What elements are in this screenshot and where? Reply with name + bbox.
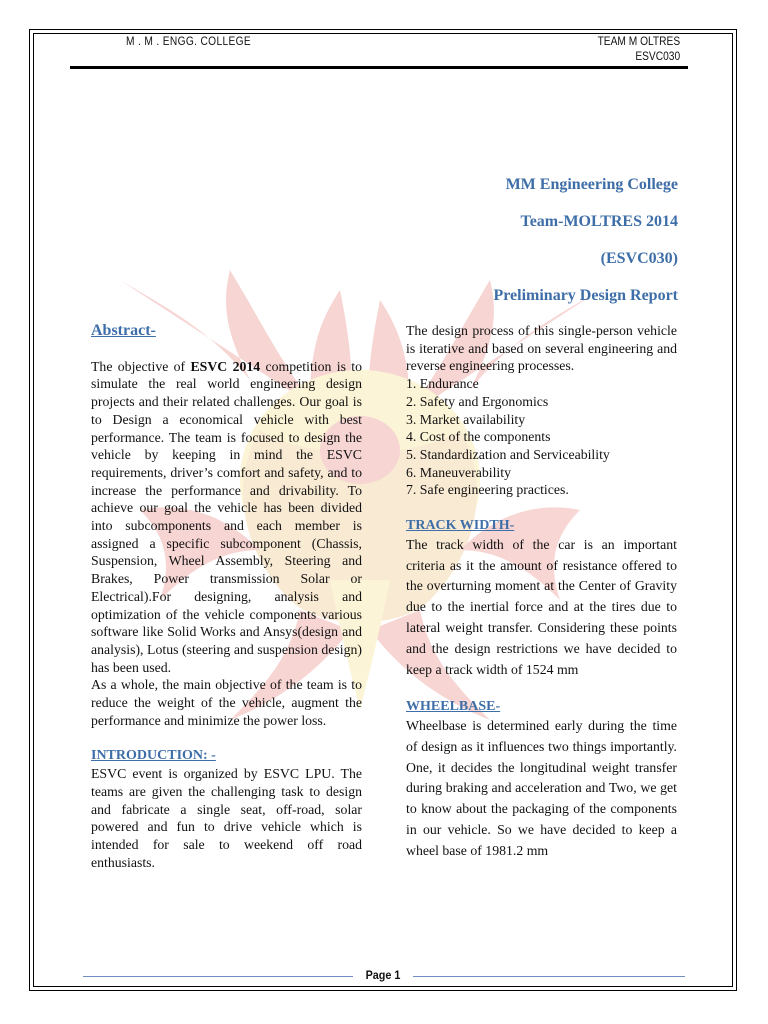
right-column (406, 322, 677, 862)
title-report: Preliminary Design Report (493, 287, 678, 304)
report-title-block (493, 176, 678, 324)
header-rule (70, 66, 688, 69)
track-width-paragraph: The track width of the car is an important criteria as it the amount of resistance offered to the overturning moment at the Center of Gravity due to the inertial force and at the tires due to lateral weight transfer. Considering these points and the design restrictions we have decided to keep a track width of 1524 mm (406, 536, 677, 677)
header-team (597, 34, 680, 64)
list-item: 5. Standardization and Serviceability (406, 446, 610, 462)
title-code: (ESVC030) (600, 250, 678, 267)
introduction-paragraph: ESVC event is organized by ESVC LPU. The teams are given the challenging task to design and fabricate a single seat, off-road, solar powered and fun to drive vehicle which is intended for sale to weekend off road enthusiasts. (91, 766, 362, 870)
page-number: Page 1 (365, 968, 401, 982)
abstract-paragraph-1 (91, 358, 362, 677)
abstract-heading: Abstract- (91, 322, 156, 339)
title-team: Team-MOLTRES 2014 (520, 213, 678, 230)
header-team-name: TEAM M OLTRES (597, 34, 680, 48)
list-item: 7. Safe engineering practices. (406, 482, 569, 498)
list-item: 3. Market availability (406, 411, 526, 427)
abstract-text-pre: The objective of (91, 358, 191, 374)
list-item: 4. Cost of the components (406, 429, 551, 445)
abstract-paragraph-2: As a whole, the main objective of the team is to reduce the weight of the vehicle, augment the performance and minimize the power loss. (91, 677, 362, 728)
footer-rule-left (83, 976, 353, 977)
list-item: 1. Endurance (406, 376, 479, 392)
title-college: MM Engineering College (505, 176, 678, 193)
header-team-code: ESVC030 (635, 49, 680, 63)
footer-rule-right (413, 976, 685, 977)
list-item: 6. Maneuverability (406, 464, 511, 480)
wheelbase-heading: WHEELBASE- (406, 699, 501, 715)
list-item: 2. Safety and Ergonomics (406, 393, 549, 409)
abstract-text-bold: ESVC 2014 (190, 358, 261, 374)
abstract-text-post: competition is to simulate the real world engineering design projects and their related challenges. Our goal is to Design a economical vehicle with best performance. The team is focused to design the vehicle by keeping in mind the ESVC requirements, driver’s comfort and safety, and to increase the performance and drivability. To achieve our goal the vehicle has been divided into subcomponents and each member is assigned a specific subcomponent (Chassis, Suspension, Wheel Assembly, Steering and Brakes, Power transmission Solar or Electrical).For designing, analysis and optimization of the vehicle components various software like Solid Works and Ansys(design and analysis), Lotus (steering and suspension design) has been used. (91, 358, 362, 675)
design-process-intro: The design process of this single-person vehicle is iterative and based on several engineering and reverse engineering processes. (406, 323, 677, 374)
header-college: M . M . ENGG. COLLEGE (126, 34, 252, 48)
wheelbase-paragraph: Wheelbase is determined early during the time of design as it influences two things importantly. One, it decides the longitudinal weight transfer during braking and acceleration and Two, we get to know about the packaging of the components in our vehicle. So we have decided to keep a wheel base of 1981.2 mm (406, 718, 677, 858)
track-width-heading: TRACK WIDTH- (406, 518, 515, 534)
introduction-heading: INTRODUCTION: - (91, 748, 216, 764)
left-column (91, 322, 362, 871)
